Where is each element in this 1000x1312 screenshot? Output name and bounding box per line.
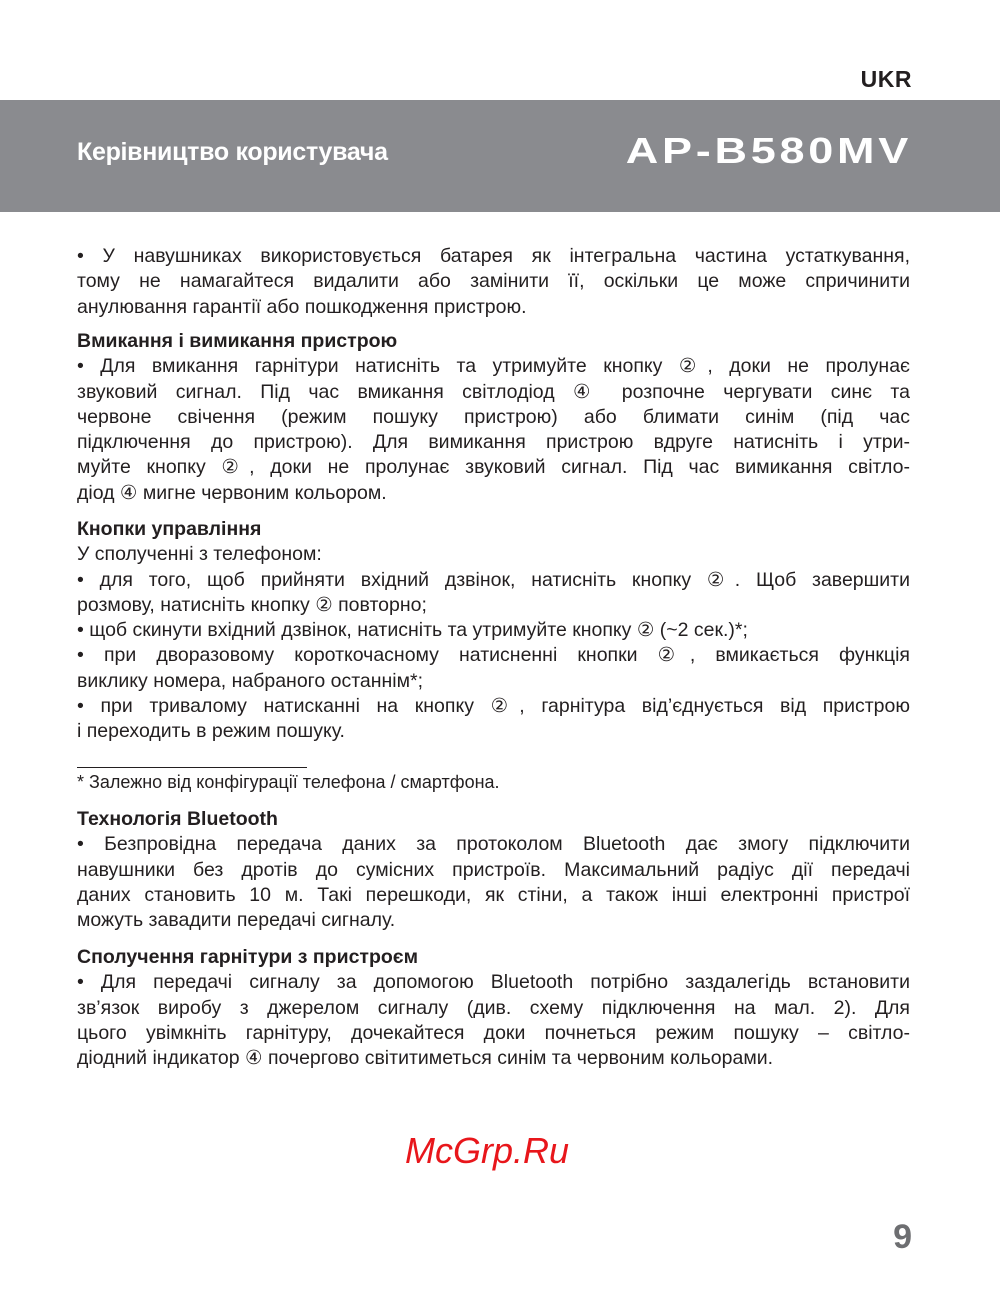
text-line: • Безпровідна передача даних за протоколом Bluetooth дає змогу підключити	[77, 833, 910, 856]
text-line: діодний індикатор ④ почергово світитиметься синім та червоним кольорами.	[77, 1047, 774, 1070]
text-line: • при дворазовому короткочасному натисненні кнопки ②, вмикається функція	[77, 644, 910, 667]
text-line: червоне свічення (режим пошуку пристрою) або блимати синім (під час	[77, 405, 910, 428]
text-line: звуковий сигнал. Під час вмикання світлодіод ④ розпочне чергувати синє та	[77, 380, 910, 403]
text-line: • Для передачі сигналу за допомогою Bluetooth потрібно заздалегідь встановити	[77, 971, 910, 994]
text-line: навушники без дротів до сумісних пристроїв. Максимальний радіус дії передачі	[77, 858, 910, 881]
page-number: 9	[893, 1218, 912, 1256]
section-heading: Вмикання і вимикання пристрою	[77, 330, 398, 352]
text-line: можуть завадити передачі сигналу.	[77, 909, 396, 932]
text-line: • У навушниках використовується батарея як інтегральна частина устаткування,	[77, 245, 910, 267]
pairing-section	[77, 945, 910, 1071]
text-line: • при тривалому натисканні на кнопку ②, гарнітура від’єднується від пристрою	[77, 695, 910, 718]
model-name: AP-B580MV	[625, 130, 912, 171]
text-line: муйте кнопку ②, доки не пролунає звуковий сигнал. Під час вимикання світло-	[77, 456, 910, 479]
section-heading: Кнопки управління	[77, 518, 262, 540]
text-line: анулювання гарантії або пошкодження пристрою.	[77, 295, 527, 318]
section-heading: Технологія Bluetooth	[77, 808, 278, 830]
language-label: UKR	[860, 66, 912, 92]
footnote-divider	[77, 767, 307, 768]
power-section	[77, 329, 910, 506]
text-line: зв’язок виробу з джерелом сигналу (див. схему підключення на мал. 2). Для	[77, 996, 910, 1019]
page-title: Керівництво користувача	[77, 138, 388, 166]
bluetooth-section	[77, 807, 910, 933]
text-line: розмову, натисніть кнопку ② повторно;	[77, 593, 427, 616]
section-heading: Сполучення гарнітури з пристроєм	[77, 946, 418, 968]
text-line: • для того, щоб прийняти вхідний дзвінок, натисніть кнопку ②. Щоб завершити	[77, 568, 910, 591]
watermark: McGrp.Ru	[405, 1130, 570, 1171]
footnote: * Залежно від конфігурації телефона / смартфона.	[77, 772, 500, 792]
text-line: тому не намагайтеся видалити або замінити її, оскільки це може спричинити	[77, 270, 910, 293]
text-line: цього увімкніть гарнітуру, дочекайтеся доки почнеться режим пошуку – світло-	[77, 1021, 910, 1044]
controls-section	[77, 517, 910, 745]
text-line: • щоб скинути вхідний дзвінок, натисніть та утримуйте кнопку ② (~2 сек.)*;	[77, 619, 748, 642]
text-line: і переходить в режим пошуку.	[77, 720, 345, 743]
text-line: У сполученні з телефоном:	[77, 543, 322, 566]
text-line: діод ④ мигне червоним кольором.	[77, 481, 387, 504]
text-line: даних становить 10 м. Такі перешкоди, як стіни, а також інші електронні пристрої	[77, 883, 910, 906]
text-line: підключення до пристрою). Для вимикання пристрою вдруге натисніть і утри-	[77, 431, 910, 454]
intro-section	[77, 244, 910, 320]
text-line: виклику номера, набраного останнім*;	[77, 669, 424, 692]
header-band	[0, 100, 1000, 212]
text-line: • Для вмикання гарнітури натисніть та утримуйте кнопку ②, доки не пролунає	[77, 355, 910, 378]
